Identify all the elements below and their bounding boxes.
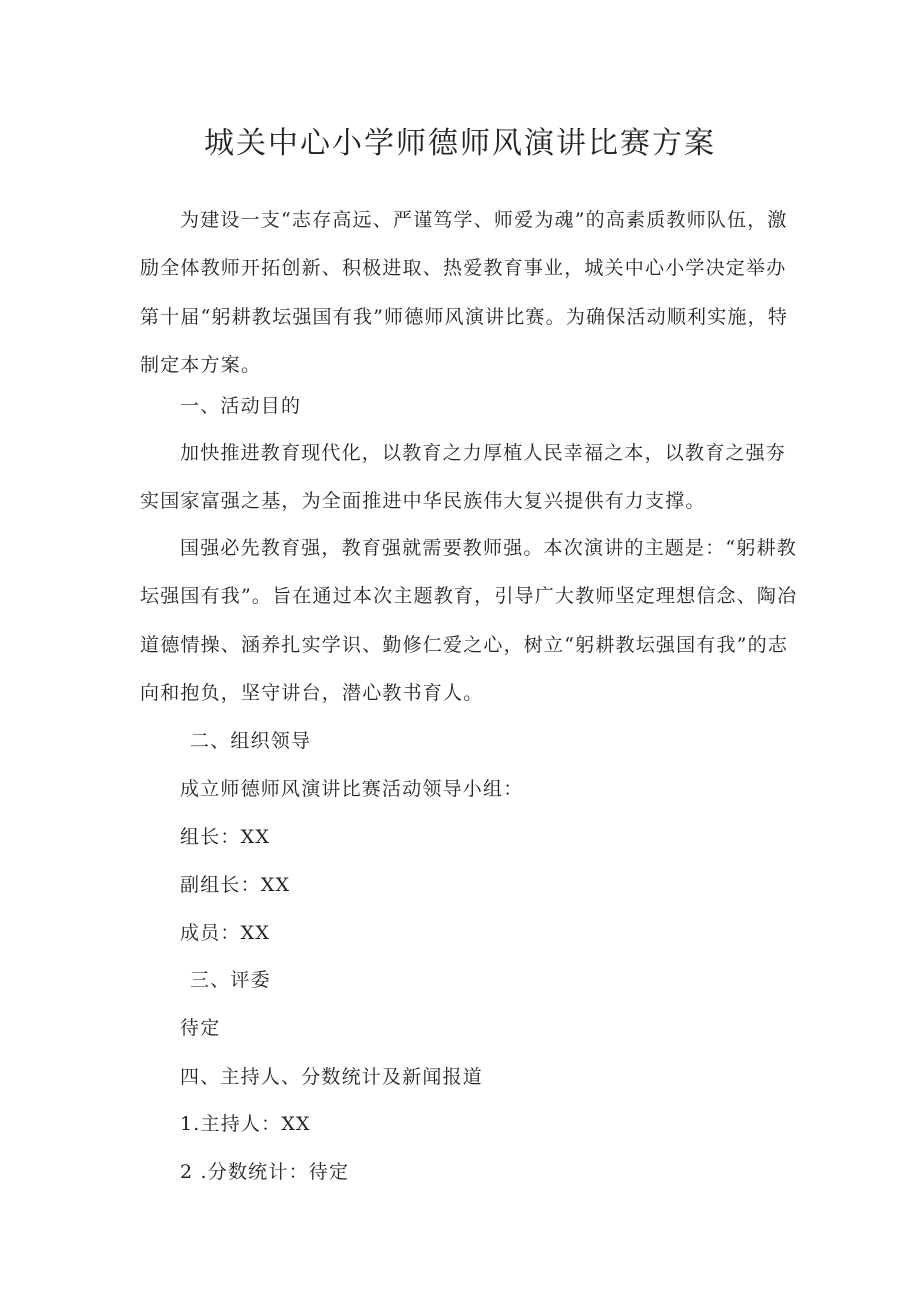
section-heading-purpose: 一、活动目的 (180, 395, 302, 417)
intro-paragraph: 为建设一支“志存高远、严谨笃学、师爱为魂”的高素质教师队伍，激励全体教师开拓创新、积极进取、热爱教育事业，城关中心小学决定举办第十届“躬耕教坛强国有我”师德师风演讲比赛。为确保活动顺利实施，特制定本方案。 (140, 209, 789, 377)
organization-leader: 组长：XX (180, 826, 271, 848)
purpose-paragraph-2: 国强必先教育强，教育强就需要教师强。本次演讲的主题是：“躬耕教坛强国有我”。旨在通过本次主题教育，引导广大教师坚定理想信念、陶冶道德情操、涵养扎实学识、勤修仁爱之心，树立“躬耕教坛强国有我”的志向和抱负，坚守讲台，潜心教书育人。 (140, 537, 798, 705)
judges-content: 待定 (180, 1017, 221, 1039)
section-heading-judges: 三、评委 (190, 969, 271, 991)
score-item: 2 .分数统计：待定 (180, 1161, 350, 1183)
purpose-paragraph-1: 加快推进教育现代化，以教育之力厚植人民幸福之本，以教育之强夯实国家富强之基，为全面推进中华民族伟大复兴提供有力支撑。 (140, 442, 787, 513)
organization-deputy: 副组长：XX (180, 874, 291, 896)
host-item: 1.主持人：XX (180, 1113, 311, 1135)
document-title: 城关中心小学师德师风演讲比赛方案 (204, 126, 716, 161)
organization-members: 成员：XX (180, 922, 271, 944)
organization-intro: 成立师德师风演讲比赛活动领导小组： (180, 778, 524, 800)
section-heading-host: 四、主持人、分数统计及新闻报道 (180, 1066, 484, 1088)
section-heading-organization: 二、组织领导 (190, 730, 312, 752)
